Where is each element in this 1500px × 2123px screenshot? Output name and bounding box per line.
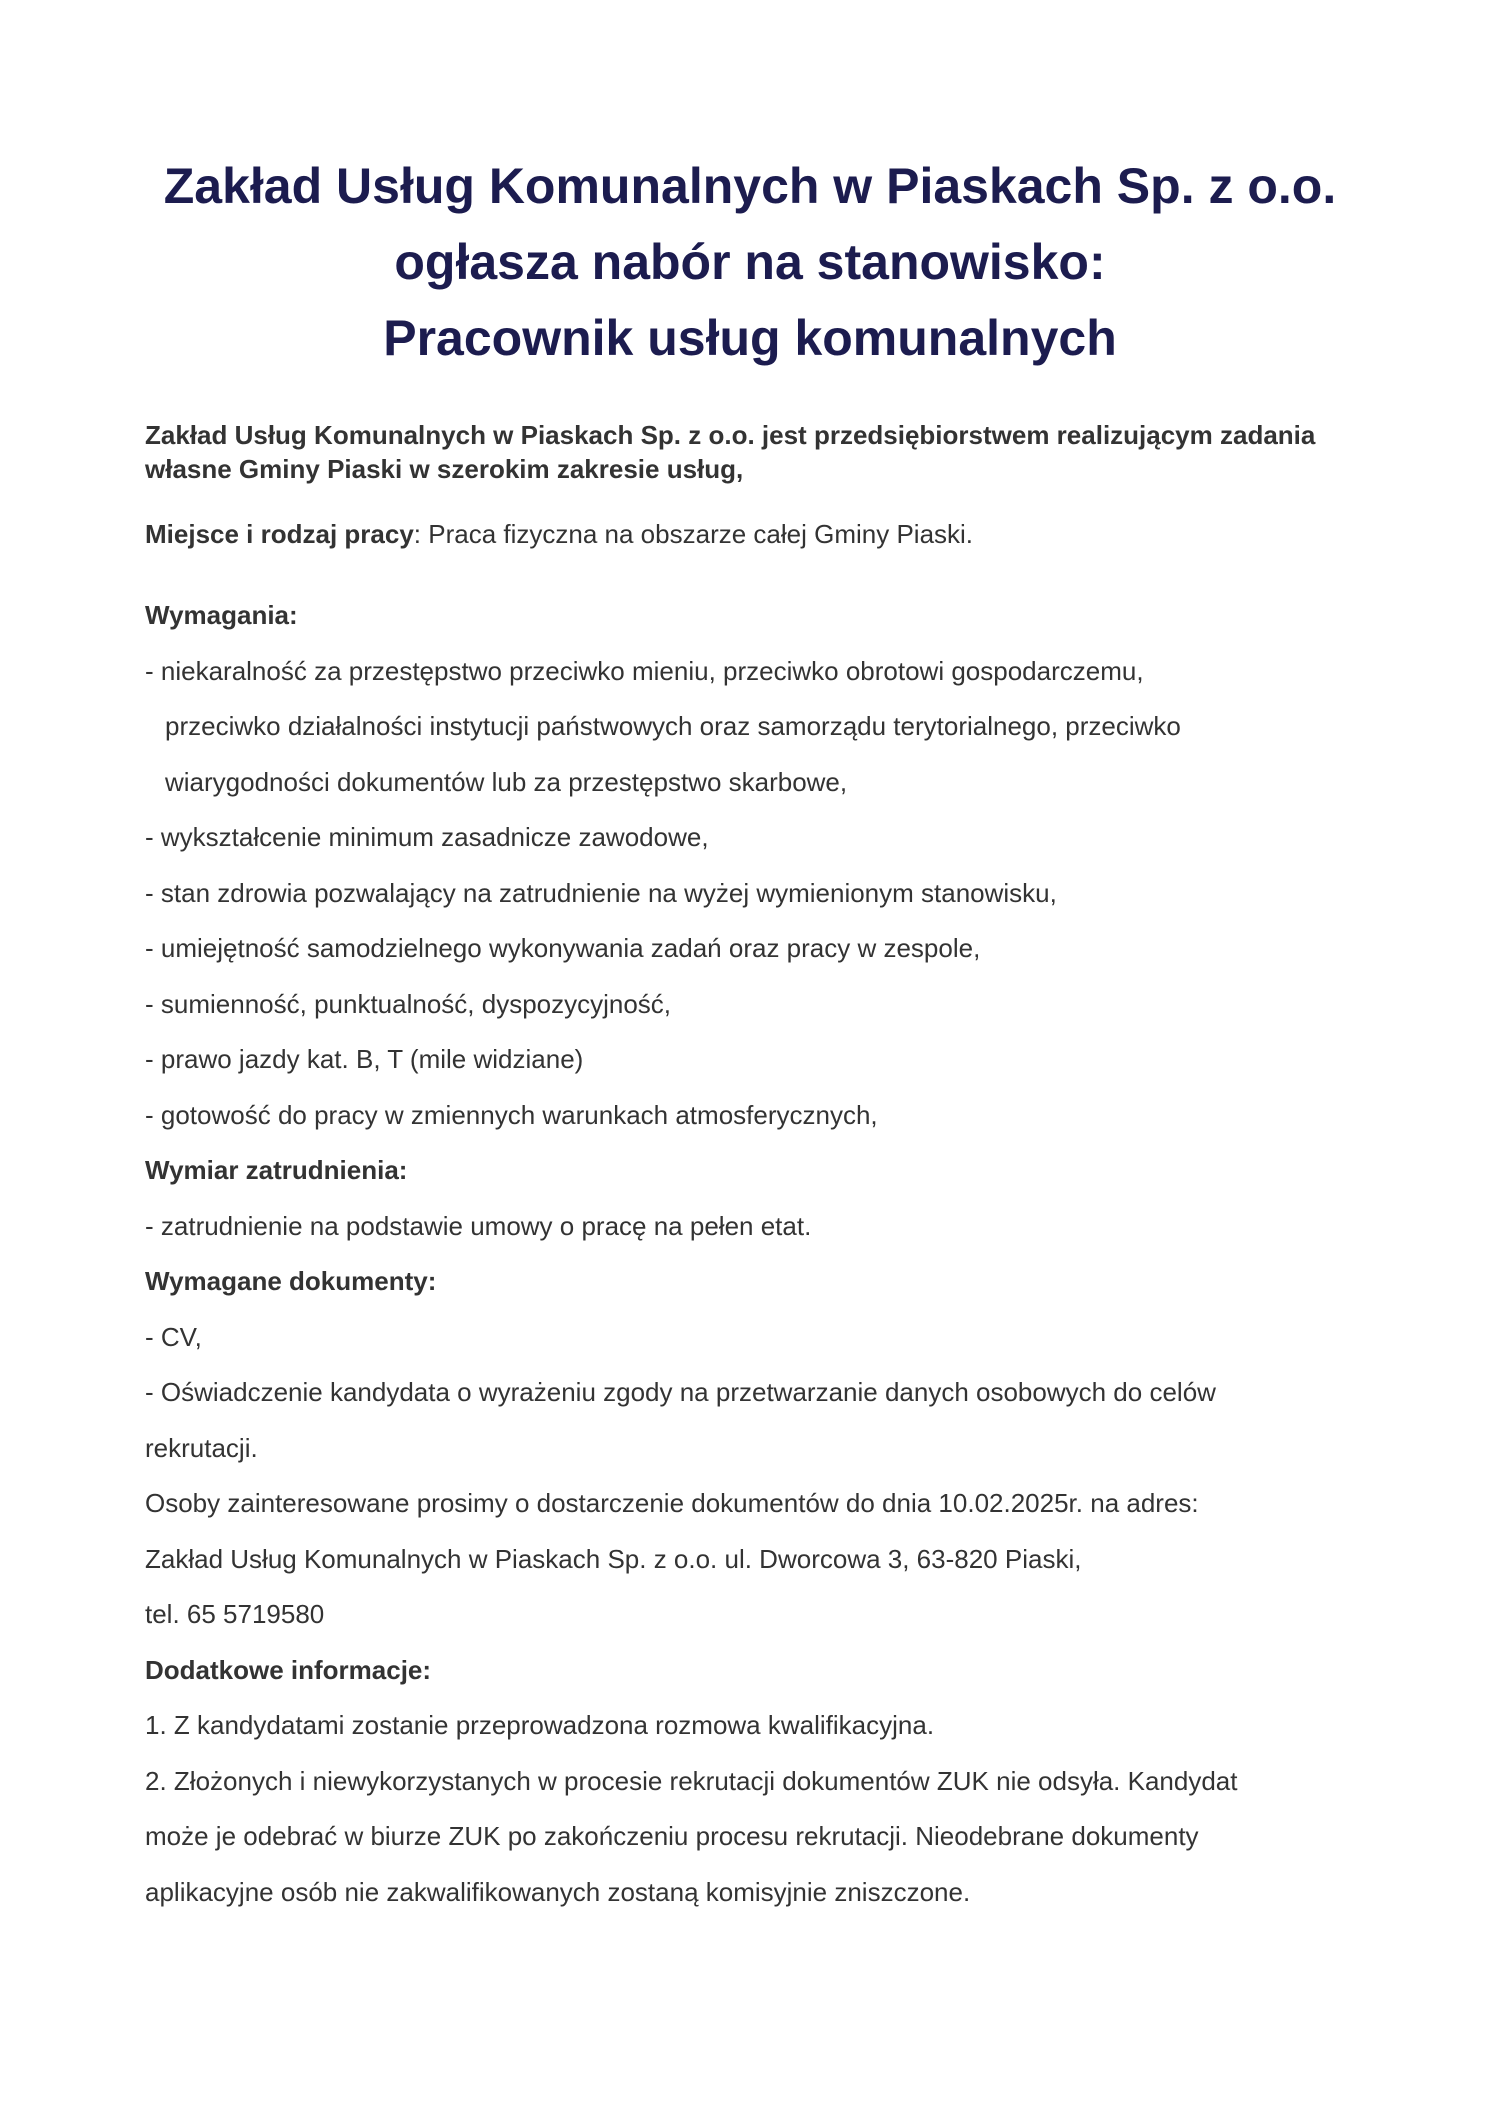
- title-line-company: Zakład Usług Komunalnych w Piaskach Sp. z o.o.: [163, 158, 1337, 214]
- document-item: - CV,: [145, 1321, 202, 1352]
- requirement-item: - gotowość do pracy w zmiennych warunkach atmosferycznych,: [145, 1099, 878, 1130]
- requirement-item-continuation: przeciwko działalności instytucji państwowych oraz samorządu terytorialnego, przeciwko: [165, 711, 1181, 741]
- requirements-section: [145, 588, 1360, 1143]
- documents-heading: Wymagane dokumenty:: [145, 1266, 437, 1296]
- title-line-position: Pracownik usług komunalnych: [383, 310, 1117, 366]
- requirement-item: - niekaralność za przestępstwo przeciwko mieniu, przeciwko obrotowi gospodarczemu,: [145, 655, 1144, 686]
- additional-info-item-continuation: może je odebrać w biurze ZUK po zakończeniu procesu rekrutacji. Nieodebrane dokumenty: [145, 1821, 1199, 1851]
- submission-section: [145, 1476, 1360, 1643]
- intro-line-2: własne Gminy Piaski w szerokim zakresie usług,: [145, 454, 744, 484]
- requirement-item-continuation: wiarygodności dokumentów lub za przestępstwo skarbowe,: [165, 766, 848, 797]
- employment-heading: Wymiar zatrudnienia:: [145, 1155, 408, 1185]
- requirement-item: - sumienność, punktualność, dyspozycyjność,: [145, 988, 672, 1019]
- intro-line-1: Zakład Usług Komunalnych w Piaskach Sp. z o.o. jest przedsiębiorstwem realizującym zadania: [145, 420, 1316, 450]
- workplace-value: Praca fizyczna na obszarze całej Gminy Piaski.: [421, 519, 974, 549]
- requirement-item: - wykształcenie minimum zasadnicze zawodowe,: [145, 822, 709, 852]
- documents-section: [145, 1254, 1360, 1476]
- document-item-continuation: rekrutacji.: [145, 1432, 258, 1463]
- additional-info-heading: Dodatkowe informacje:: [145, 1654, 432, 1685]
- requirement-item: - umiejętność samodzielnego wykonywania zadań oraz pracy w zespole,: [145, 933, 981, 963]
- employment-section: [145, 1143, 1360, 1254]
- additional-info-item-continuation: aplikacyjne osób nie zakwalifikowanych zostaną komisyjnie zniszczone.: [145, 1876, 971, 1907]
- workplace-separator: :: [413, 519, 422, 549]
- requirements-heading: Wymagania:: [145, 600, 298, 630]
- document-item: - Oświadczenie kandydata o wyrażeniu zgody na przetwarzanie danych osobowych do celów: [145, 1377, 1216, 1407]
- document-body: [145, 418, 1360, 1920]
- additional-info-item: 2. Złożonych i niewykorzystanych w procesie rekrutacji dokumentów ZUK nie odsyła. Kandydat: [145, 1765, 1238, 1796]
- submission-address: Zakład Usług Komunalnych w Piaskach Sp. z o.o. ul. Dworcowa 3, 63-820 Piaski,: [145, 1543, 1082, 1574]
- additional-info-section: [145, 1643, 1360, 1921]
- workplace-paragraph: [145, 516, 1360, 552]
- additional-info-item: 1. Z kandydatami zostanie przeprowadzona rozmowa kwalifikacyjna.: [145, 1710, 935, 1740]
- requirement-item: - stan zdrowia pozwalający na zatrudnienie na wyżej wymienionym stanowisku,: [145, 877, 1057, 908]
- submission-phone: tel. 65 5719580: [145, 1599, 325, 1629]
- submission-deadline: Osoby zainteresowane prosimy o dostarczenie dokumentów do dnia 10.02.2025r. na adres:: [145, 1488, 1199, 1518]
- title-line-announcement: ogłasza nabór na stanowisko:: [394, 234, 1106, 290]
- employment-item: - zatrudnienie na podstawie umowy o pracę na pełen etat.: [145, 1210, 812, 1241]
- page-title: [100, 148, 1400, 376]
- intro-paragraph: [145, 418, 1360, 486]
- requirement-item: - prawo jazdy kat. B, T (mile widziane): [145, 1044, 584, 1074]
- workplace-label: Miejsce i rodzaj pracy: [145, 519, 414, 549]
